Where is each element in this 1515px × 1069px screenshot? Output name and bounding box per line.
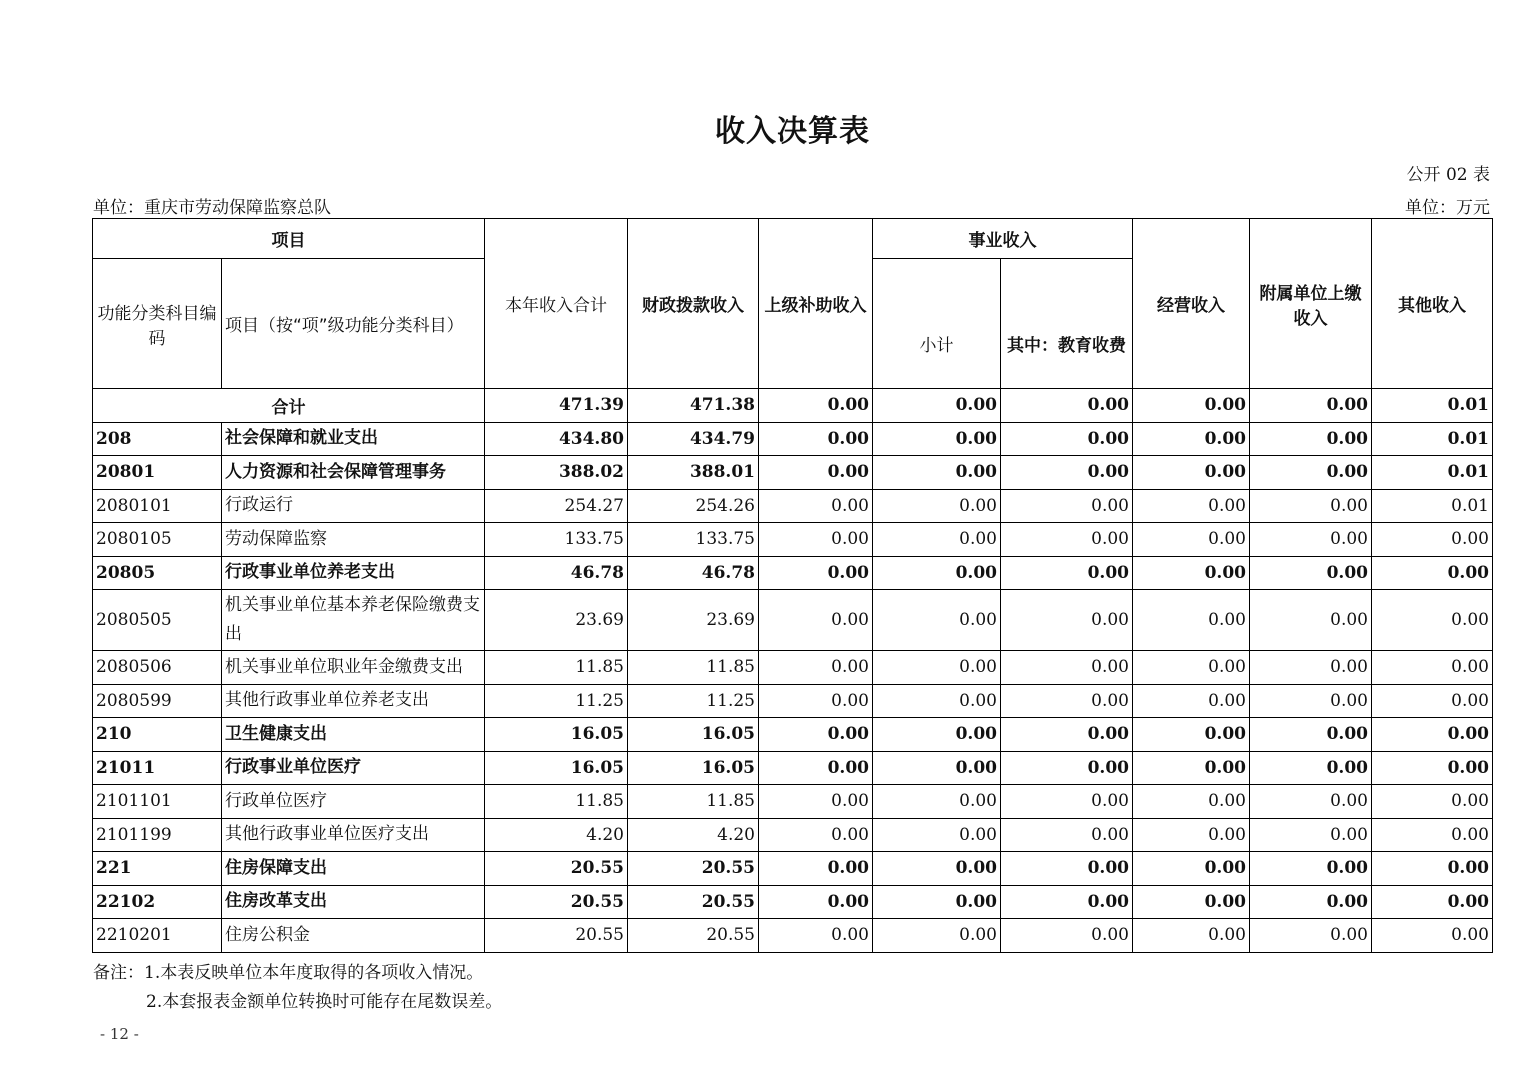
- unit-currency: 单位：万元: [1405, 198, 1490, 218]
- row-value: 0.00: [759, 718, 873, 752]
- row-value: 46.78: [485, 556, 628, 590]
- row-value: 0.00: [873, 785, 1001, 819]
- row-value: 0.01: [1372, 456, 1493, 490]
- row-code: 2210201: [93, 919, 222, 953]
- row-value: 0.00: [1001, 684, 1133, 718]
- row-value: 0.00: [1133, 456, 1250, 490]
- total-value: 0.00: [873, 389, 1001, 423]
- row-value: 434.80: [485, 422, 628, 456]
- row-value: 0.00: [1372, 885, 1493, 919]
- row-code: 2080105: [93, 523, 222, 557]
- row-value: 11.85: [485, 651, 628, 685]
- total-value: 0.00: [1001, 389, 1133, 423]
- row-value: 0.00: [1001, 489, 1133, 523]
- row-value: 0.00: [1372, 852, 1493, 886]
- header-superior: 上级补助收入: [759, 219, 873, 389]
- table-number: 公开 02 表: [1406, 165, 1490, 185]
- row-value: 0.00: [1372, 523, 1493, 557]
- row-value: 0.00: [1250, 919, 1372, 953]
- row-value: 0.00: [1250, 556, 1372, 590]
- row-value: 0.00: [873, 885, 1001, 919]
- row-value: 0.00: [1001, 885, 1133, 919]
- table-row: [93, 852, 1493, 886]
- row-code: 2080506: [93, 651, 222, 685]
- row-value: 0.00: [1001, 556, 1133, 590]
- row-name: 其他行政事业单位养老支出: [222, 684, 485, 718]
- row-name: 行政运行: [222, 489, 485, 523]
- row-value: 4.20: [628, 818, 759, 852]
- row-value: 0.00: [873, 852, 1001, 886]
- row-value: 0.00: [1250, 785, 1372, 819]
- row-name: 住房保障支出: [222, 852, 485, 886]
- row-value: 0.00: [1250, 718, 1372, 752]
- row-value: 0.00: [1001, 818, 1133, 852]
- row-name: 住房改革支出: [222, 885, 485, 919]
- row-code: 2080599: [93, 684, 222, 718]
- row-value: 0.00: [1133, 919, 1250, 953]
- row-value: 0.00: [759, 852, 873, 886]
- row-value: 0.00: [759, 523, 873, 557]
- table-row: [93, 422, 1493, 456]
- row-value: 11.85: [485, 785, 628, 819]
- row-name: 劳动保障监察: [222, 523, 485, 557]
- row-code: 210: [93, 718, 222, 752]
- row-value: 0.00: [1001, 919, 1133, 953]
- row-value: 133.75: [485, 523, 628, 557]
- row-value: 0.00: [1001, 751, 1133, 785]
- table-row: [93, 489, 1493, 523]
- row-value: 0.01: [1372, 489, 1493, 523]
- row-value: 0.00: [759, 590, 873, 651]
- row-code: 208: [93, 422, 222, 456]
- row-value: 11.85: [628, 785, 759, 819]
- table-row: [93, 456, 1493, 490]
- header-project: 项目: [93, 219, 485, 259]
- row-value: 0.00: [759, 456, 873, 490]
- row-value: 0.00: [1133, 718, 1250, 752]
- row-name: 人力资源和社会保障管理事务: [222, 456, 485, 490]
- table-row: [93, 523, 1493, 557]
- table-row: [93, 818, 1493, 852]
- row-name: 行政单位医疗: [222, 785, 485, 819]
- total-value: 471.39: [485, 389, 628, 423]
- row-value: 0.00: [873, 818, 1001, 852]
- row-value: 23.69: [485, 590, 628, 651]
- row-name: 机关事业单位基本养老保险缴费支出: [222, 590, 485, 651]
- header-total-income: 本年收入合计: [485, 219, 628, 389]
- header-business-subtotal: 小计: [873, 259, 1001, 389]
- income-final-accounts-table: [92, 218, 1493, 953]
- row-value: 388.01: [628, 456, 759, 490]
- row-value: 0.00: [1250, 651, 1372, 685]
- row-value: 0.00: [759, 556, 873, 590]
- row-value: 0.00: [873, 556, 1001, 590]
- row-value: 16.05: [628, 718, 759, 752]
- table-row: [93, 785, 1493, 819]
- table-row: [93, 751, 1493, 785]
- row-value: 388.02: [485, 456, 628, 490]
- row-code: 2080505: [93, 590, 222, 651]
- table-row: [93, 651, 1493, 685]
- row-value: 0.00: [1001, 456, 1133, 490]
- row-value: 0.00: [1372, 818, 1493, 852]
- total-value: 0.01: [1372, 389, 1493, 423]
- row-value: 0.00: [1372, 718, 1493, 752]
- row-name: 机关事业单位职业年金缴费支出: [222, 651, 485, 685]
- row-value: 0.00: [759, 818, 873, 852]
- row-name: 卫生健康支出: [222, 718, 485, 752]
- total-value: 0.00: [1250, 389, 1372, 423]
- row-code: 2101101: [93, 785, 222, 819]
- row-value: 0.00: [1133, 885, 1250, 919]
- row-value: 11.85: [628, 651, 759, 685]
- row-value: 0.00: [1001, 422, 1133, 456]
- row-value: 0.00: [1001, 590, 1133, 651]
- row-code: 2080101: [93, 489, 222, 523]
- row-value: 0.00: [1133, 489, 1250, 523]
- row-value: 20.55: [628, 852, 759, 886]
- row-value: 0.00: [1250, 590, 1372, 651]
- header-operating: 经营收入: [1133, 219, 1250, 389]
- row-value: 16.05: [485, 751, 628, 785]
- row-value: 0.00: [1133, 523, 1250, 557]
- row-value: 0.00: [1133, 684, 1250, 718]
- row-value: 0.00: [873, 751, 1001, 785]
- row-value: 0.00: [759, 751, 873, 785]
- note-1: 备注：1.本表反映单位本年度取得的各项收入情况。: [93, 963, 484, 983]
- table-row: [93, 684, 1493, 718]
- row-value: 0.00: [1001, 852, 1133, 886]
- row-value: 0.00: [873, 523, 1001, 557]
- header-func-name: 项目（按“项”级功能分类科目）: [222, 259, 485, 389]
- total-value: 0.00: [1133, 389, 1250, 423]
- header-affiliated: 附属单位上缴收入: [1250, 219, 1372, 389]
- table-row: [93, 718, 1493, 752]
- row-value: 0.00: [1250, 456, 1372, 490]
- row-value: 0.00: [873, 422, 1001, 456]
- row-value: 0.00: [1250, 852, 1372, 886]
- row-value: 0.00: [759, 684, 873, 718]
- row-value: 0.00: [1001, 718, 1133, 752]
- row-value: 0.00: [1133, 852, 1250, 886]
- row-value: 0.00: [1250, 818, 1372, 852]
- row-value: 16.05: [485, 718, 628, 752]
- row-value: 0.00: [759, 919, 873, 953]
- row-value: 0.00: [1001, 785, 1133, 819]
- row-value: 0.00: [1250, 489, 1372, 523]
- row-value: 20.55: [628, 919, 759, 953]
- row-code: 2101199: [93, 818, 222, 852]
- row-value: 0.00: [1250, 523, 1372, 557]
- row-value: 0.00: [1372, 785, 1493, 819]
- row-name: 其他行政事业单位医疗支出: [222, 818, 485, 852]
- row-value: 0.00: [1133, 422, 1250, 456]
- row-value: 16.05: [628, 751, 759, 785]
- page-title: 收入决算表: [715, 114, 870, 149]
- row-value: 0.00: [1250, 751, 1372, 785]
- header-other: 其他收入: [1372, 219, 1493, 389]
- row-value: 0.00: [1372, 919, 1493, 953]
- row-value: 0.00: [1133, 785, 1250, 819]
- row-value: 23.69: [628, 590, 759, 651]
- row-value: 11.25: [628, 684, 759, 718]
- header-business-edu: 其中：教育收费: [1001, 259, 1133, 389]
- row-value: 0.00: [759, 785, 873, 819]
- row-value: 0.00: [1133, 556, 1250, 590]
- row-name: 住房公积金: [222, 919, 485, 953]
- row-code: 22102: [93, 885, 222, 919]
- row-value: 0.00: [1372, 684, 1493, 718]
- row-value: 0.00: [1133, 818, 1250, 852]
- header-business: 事业收入: [873, 219, 1133, 259]
- total-row: [93, 389, 1493, 423]
- row-value: 0.00: [873, 919, 1001, 953]
- row-value: 254.26: [628, 489, 759, 523]
- table-row: [93, 885, 1493, 919]
- row-code: 20805: [93, 556, 222, 590]
- row-value: 0.00: [873, 456, 1001, 490]
- unit-organization: 单位：重庆市劳动保障监察总队: [93, 198, 331, 218]
- row-value: 0.00: [1372, 556, 1493, 590]
- row-value: 0.00: [759, 885, 873, 919]
- row-value: 0.00: [1133, 590, 1250, 651]
- row-value: 0.00: [1250, 422, 1372, 456]
- row-value: 11.25: [485, 684, 628, 718]
- row-value: 0.00: [1001, 523, 1133, 557]
- row-value: 0.00: [1372, 651, 1493, 685]
- row-value: 20.55: [628, 885, 759, 919]
- row-value: 46.78: [628, 556, 759, 590]
- row-value: 0.00: [1372, 751, 1493, 785]
- row-name: 社会保障和就业支出: [222, 422, 485, 456]
- row-value: 0.00: [873, 489, 1001, 523]
- table-row: [93, 556, 1493, 590]
- row-value: 4.20: [485, 818, 628, 852]
- row-value: 0.00: [759, 651, 873, 685]
- note-2: 2.本套报表金额单位转换时可能存在尾数误差。: [146, 992, 503, 1012]
- row-value: 0.00: [1133, 651, 1250, 685]
- row-value: 0.00: [873, 718, 1001, 752]
- row-value: 0.01: [1372, 422, 1493, 456]
- row-value: 0.00: [873, 684, 1001, 718]
- table-row: [93, 919, 1493, 953]
- row-code: 21011: [93, 751, 222, 785]
- header-func-code: 功能分类科目编码: [93, 259, 222, 389]
- row-value: 133.75: [628, 523, 759, 557]
- header-fiscal: 财政拨款收入: [628, 219, 759, 389]
- row-value: 0.00: [1250, 684, 1372, 718]
- row-value: 0.00: [873, 651, 1001, 685]
- row-value: 20.55: [485, 919, 628, 953]
- total-label: 合计: [93, 389, 485, 423]
- row-code: 20801: [93, 456, 222, 490]
- row-value: 0.00: [1001, 651, 1133, 685]
- row-value: 434.79: [628, 422, 759, 456]
- row-value: 20.55: [485, 852, 628, 886]
- row-code: 221: [93, 852, 222, 886]
- row-value: 254.27: [485, 489, 628, 523]
- row-value: 0.00: [1372, 590, 1493, 651]
- row-value: 0.00: [873, 590, 1001, 651]
- page-number: - 12 -: [100, 1025, 139, 1043]
- row-value: 0.00: [759, 489, 873, 523]
- table-row: [93, 590, 1493, 651]
- row-value: 0.00: [1250, 885, 1372, 919]
- row-name: 行政事业单位养老支出: [222, 556, 485, 590]
- total-value: 471.38: [628, 389, 759, 423]
- row-name: 行政事业单位医疗: [222, 751, 485, 785]
- total-value: 0.00: [759, 389, 873, 423]
- row-value: 20.55: [485, 885, 628, 919]
- row-value: 0.00: [759, 422, 873, 456]
- row-value: 0.00: [1133, 751, 1250, 785]
